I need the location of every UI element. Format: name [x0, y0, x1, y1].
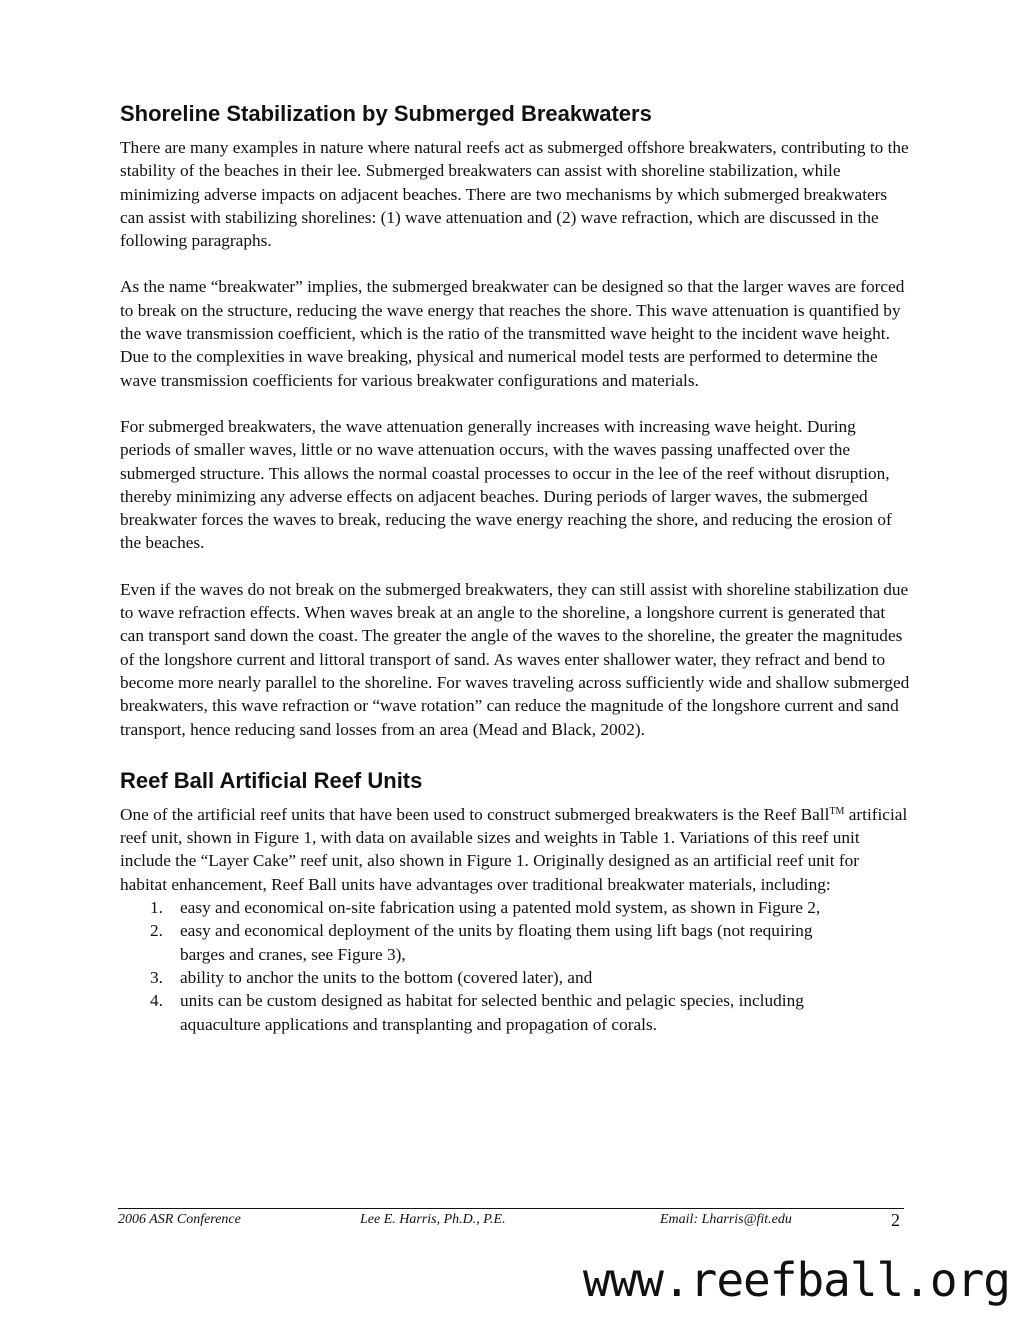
trademark-mark: TM [829, 805, 845, 817]
paragraph-reef-ball-intro [120, 803, 910, 896]
footer-email: Email: Lharris@fit.edu [660, 1212, 792, 1227]
list-item-text: units can be custom designed as habitat for selected benthic and pelagic species, including aquaculture applications and transplanting and propagation of corals. [180, 991, 804, 1034]
list-item-number: 3. [150, 967, 163, 987]
list-item-number: 1. [150, 898, 163, 918]
list-item [120, 989, 830, 1036]
list-item [120, 896, 830, 919]
list-item [120, 966, 830, 989]
page-footer [118, 1212, 904, 1234]
page-content [120, 100, 910, 1036]
page-number: 2 [891, 1210, 900, 1230]
paragraph-wave-height: For submerged breakwaters, the wave attenuation generally increases with increasing wave height. During periods of smaller waves, little or no wave attenuation occurs, with the waves passing unaffected over the submerged structure. This allows the normal coastal processes to occur in the lee of the reef without disruption, thereby minimizing any adverse effects on adjacent beaches. During periods of larger waves, the submerged breakwater forces the waves to break, reducing the wave energy reaching the shore, and reducing the erosion of the beaches. [120, 416, 892, 553]
website-watermark: www.reefball.org [582, 1253, 1010, 1307]
footer-divider [118, 1208, 904, 1209]
list-item-text: ability to anchor the units to the bottom (covered later), and [180, 967, 593, 987]
footer-conference: 2006 ASR Conference [118, 1212, 241, 1227]
paragraph-natural-reefs: There are many examples in nature where natural reefs act as submerged offshore breakwaters, contributing to the stability of the beaches in their lee. Submerged breakwaters can assist with shoreline stabilization, while minimizing adverse impacts on adjacent beaches. There are two mechanisms by which submerged breakwaters can assist with stabilizing shorelines: (1) wave attenuation and (2) wave refraction, which are discussed in the following paragraphs. [120, 138, 909, 251]
section-heading-shoreline-stabilization: Shoreline Stabilization by Submerged Breakwaters [120, 101, 652, 126]
list-item-text: easy and economical on-site fabrication using a patented mold system, as shown in Figure 2, [180, 898, 821, 918]
intro-text-part-1: One of the artificial reef units that have been used to construct submerged breakwaters is the Reef Ball [120, 804, 830, 824]
list-item [120, 919, 830, 966]
advantages-list [120, 896, 910, 1036]
list-item-number: 4. [150, 991, 163, 1011]
intro-text-part-2: artificial reef unit, shown in Figure 1, with data on available sizes and weights in Table 1. Variations of this reef unit include the “Layer Cake” reef unit, also shown in Figure 1. Originally designed as an artificial reef unit for habitat enhancement, Reef Ball units have advantages over traditional breakwater materials, including: [120, 804, 908, 894]
section-heading-reef-ball-units: Reef Ball Artificial Reef Units [120, 767, 423, 793]
paragraph-wave-refraction: Even if the waves do not break on the submerged breakwaters, they can still assist with shoreline stabilization due to wave refraction effects. When waves break at an angle to the shoreline, a longshore current is generated that can transport sand down the coast. The greater the angle of the waves to the shoreline, the greater the magnitudes of the longshore current and littoral transport of sand. As waves enter shallower water, they refract and bend to become more nearly parallel to the shoreline. For waves traveling across sufficiently wide and shallow submerged breakwaters, this wave refraction or “wave rotation” can reduce the magnitude of the longshore current and sand transport, hence reducing sand losses from an area (Mead and Black, 2002). [120, 579, 910, 739]
list-item-number: 2. [150, 921, 163, 941]
paragraph-wave-attenuation: As the name “breakwater” implies, the submerged breakwater can be designed so that the larger waves are forced to break on the structure, reducing the wave energy that reaches the shore. This wave attenuation is quantified by the wave transmission coefficient, which is the ratio of the transmitted wave height to the incident wave height. Due to the complexities in wave breaking, physical and numerical model tests are performed to determine the wave transmission coefficients for various breakwater configurations and materials. [120, 277, 905, 390]
footer-author: Lee E. Harris, Ph.D., P.E. [360, 1212, 506, 1227]
list-item-text: easy and economical deployment of the units by floating them using lift bags (not requiring barges and cranes, see Figure 3), [180, 921, 813, 964]
